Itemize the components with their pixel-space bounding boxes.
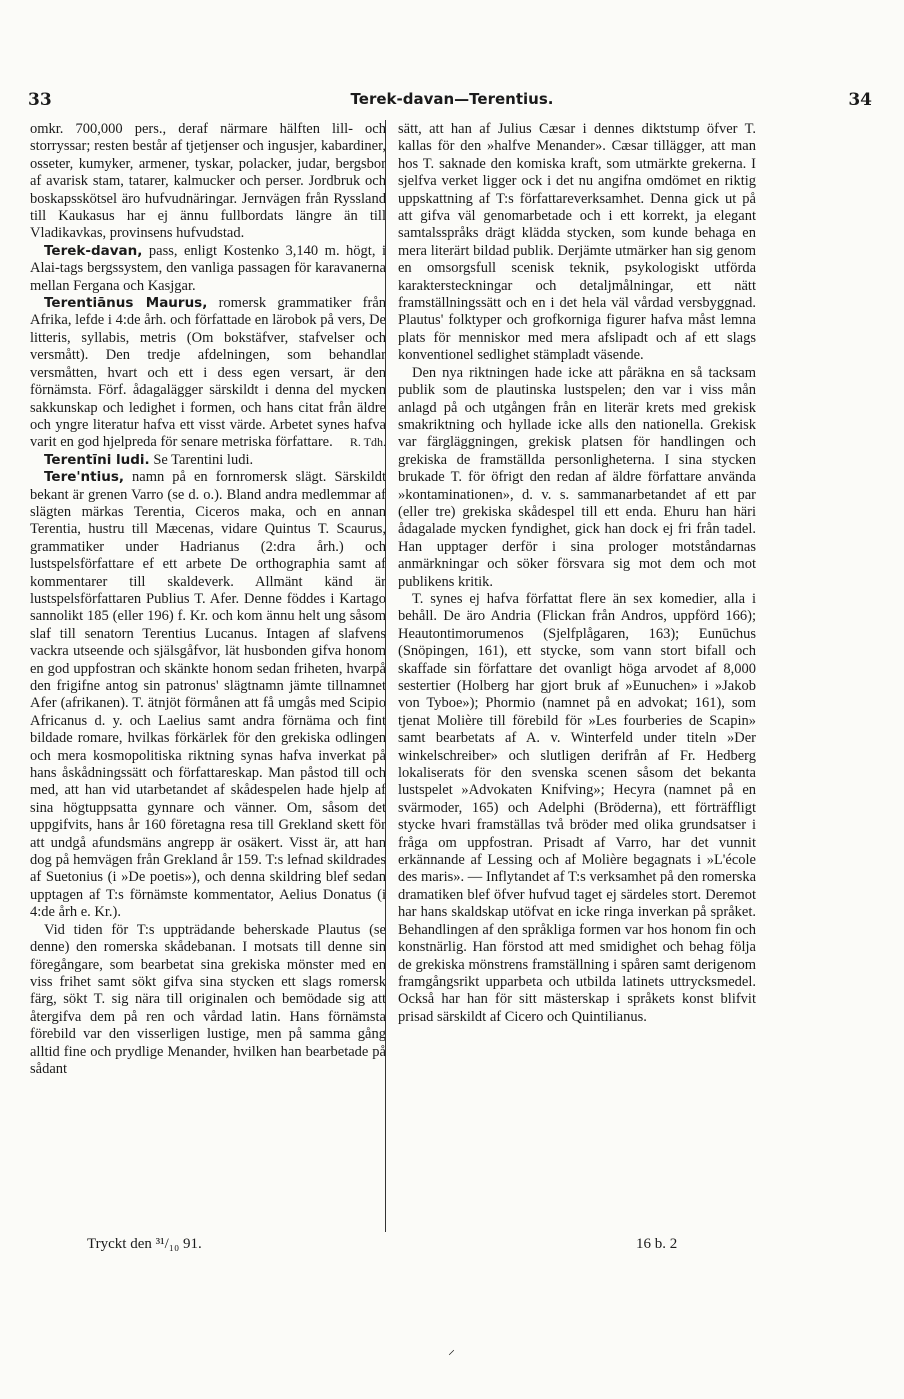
- author-signature: R. Tdh.: [349, 435, 386, 450]
- entry-terentius: [30, 469, 386, 922]
- entry-terek-davan: [30, 243, 386, 295]
- paragraph: T. synes ej hafva författat flere än sex komedier, alla i behåll. De äro Andria (Flickan från Andros, uppförd 166); Heautontimorumenos (Sjelfplågaren, 163); Eunūchus (Snöpingen, 161), ett stycke, som vann stort bifall och skaffade sin författare det ovanligt höga arvodet af 8,000 sestertier (Holberg har gjort bruk af »Eunuchen» i »Jakob von Tyboe»); Phormio (namnet på en advokat; 161), som tjenat Molière till förebild för »Les fourberies de Scapin» samt bearbetats af A. v. Winterfeld under titeln »Der winkelschreiber» och slutligen derifrån af Fr. Hedberg lokaliserats för den svenska scenen såsom det bekanta lustspelet »Advokaten Knifving»; Hecyra (namnet på en svärmoder, 165) och Adelphi (Bröderna), ett förträffligt stycke hvari framställas två bröder med olika grundsatser i fråga om uppfostran. Prisadt af Varro, har det vunnit erkännande af Lessing och af Molière begagnats i »L'école des maris». — Inflytandet af T:s verksamhet på den romerska dramatiken blef öfver hufvud taget ej särdeles stort. Deremot har hans skaldskap utöfvat en icke ringa inverkan på språket. Behandlingen af den språkliga formen var hos honom fin och konstnärlig. Han förstod att med smidighet och behag följa de grekiska mönstrens framställning i spåren samt derigenom framgångsrikt upparbeta och utbilda latinets uttrycksmedel. Också har han för sitt mästerskap i språkets konst blifvit prisad särskildt af Cicero och Quintilianus.: [398, 590, 756, 1025]
- page-number-left: 33: [28, 90, 52, 110]
- entry-text: romersk grammatiker från Afrika, lefde i 4:de årh. och författade en lärobok på vers, De litteris, syllabis, metris (Om bokstäfver, stafvelser och versmått). Den tredje afdelningen, som behandlar versmåtten, hvart och ett i dess egen versart, är den förnämsta. Förf. ådagalägger särskildt i denna del mycken sakkunskap och ledighet i formen, och hans citat från äldre och yngre literatur hafva ett visst värde. Arbetet synes hafva varit en god hjelpreda för senare metriska författare.: [30, 295, 387, 451]
- entry-text: namn på en fornromersk slägt. Särskildt bekant är grenen Varro (se d. o.). Bland andra medlemmar af slägten märkas Terentia, Ciceros maka, och en annan Terentia, hustru till Mæcenas, vidare Quintus T. Scaurus, grammatiker under Hadrianus (2:dra årh.) och lustspelsförfattare ef ett arbete De orthographia samt af kommentarer till skaldeverk. Allmänt känd är lustspelsförfattaren Publius T. Afer. Denne föddes i Kartago sannolikt 185 (eller 196) f. Kr. och kom ännu helt ung såsom slaf till senatorn Terentius Lucanus. Intagen af slafvens vackra utseende och själsgåfvor, lät husbonden gifva honom en god uppfostran och skänkte honom sedan friheten, hvarpå den frigifne antog sin patronus' slägtnamn jämte tillnamnet Afer (afrikanen). T. ätnjöt förmånen att få umgås med Scipio Africanus d. y. och Laelius samt andra förnäma och fint bildade romare, hvilkas förkärlek för den grekiska odlingen och mera kosmopolitiska riktning synas hafva inverkat på hans åskådningssätt och författareskap. Man påstod till och med, att han vid utarbetandet af skådespelen hade hjelp af sina högtuppsatta gynnare och vänner. Om, såsom det uppgifvits, hans år 160 företagna resa till Grekland skett för att undgå afundsmäns angrepp är osäkert. Visst är, att han dog på hemvägen från Grekland år 159. T:s lefnad skildrades af Suetonius (i »De poetis»), och denna skildring blef sedan upptagen af T:s förnämste kommentator, Aelius Donatus (i 4:de årh e. Kr.).: [30, 469, 386, 921]
- entry-headword: Terentīni ludi.: [44, 451, 150, 468]
- right-column: [398, 121, 756, 1026]
- entry-terentini-ludi: [30, 452, 386, 469]
- left-column: [30, 121, 386, 1078]
- entry-headword: Tere'ntius,: [44, 469, 124, 486]
- print-date: Tryckt den ³¹/₁₀ 91.: [87, 1236, 202, 1252]
- paragraph: omkr. 700,000 pers., deraf närmare hälften lill- och storryssar; resten består af tjetjenser och ingusjer, kabardiner, osseter, kumyker, armener, tyskar, polacker, judar, bergsbor af avarisk stam, tatarer, kalmucker och perser. Jordbruk och boskapsskötsel äro hufvudnäringar. Jernvägen från Ryssland till Kaukasus har ej ännu fullbordats längre än till Vladikavkas, provinsens hufvudstad.: [30, 121, 386, 242]
- entry-text: Se Tarentini ludi.: [149, 451, 254, 468]
- entry-headword: Terek-davan,: [44, 242, 143, 259]
- entry-text: pass, enligt Kostenko 3,140 m. högt, i Alai-tags bergssystem, den vanliga passagen för karavanerna mellan Fergana och Kasjgar.: [30, 242, 386, 294]
- entry-headword: Terentiānus Maurus,: [44, 295, 208, 312]
- page-title: Terek-davan—Terentius.: [350, 90, 554, 108]
- paragraph: Vid tiden för T:s uppträdande beherskade Plautus (se denne) den romerska skådebanan. I motsats till denne sin föregångare, som bearbetat sina grekiska mönster med en viss frihet samt sökt gifva sina stycken ett slags romersk färg, sökt T. sig nära till originalen och bemödade sig att återgifva dem på ren och vårdad latin. Hans förnämsta förebild var den visserligen lustige, men på samma gång alltid fine och prydlige Menander, hvilken han bearbetade på sådant: [30, 921, 386, 1077]
- page-number-right: 34: [848, 90, 872, 110]
- paragraph: Den nya riktningen hade icke att påräkna en så tacksam publik som de plautinska lustspelen; den var i viss mån anlagd på och utgången från en literär krets med grekisk smakriktning och hyllade icke alls den nationella. Grekisk var färgläggningen, grekisk platsen för handlingen och grekiska de framställda personligheterna. I sina stycken brukade T. för öfrigt den redan af äldre författare använda »kontaminationen», d. v. s. sammanarbetandet af ett par (eller tre) grekiska skådespel till ett enda. Ehuru han häri ådagalade mycken fyndighet, gick han dock ej fri från tadel. Han upptager derför i sina prologer motståndarnas anmärkningar och söker försvara sig mot dem och mot publikens kritik.: [398, 364, 756, 590]
- entry-terentianus: [30, 295, 386, 452]
- stray-mark: ⸝: [448, 1342, 455, 1358]
- paragraph: sätt, att han af Julius Cæsar i dennes diktstump öfver T. kallas för den »halfve Menander». Cæsar tillägger, att man hos T. saknade den komiska kraft, som utmärkte grekerna. I sjelfva verket ligger ock i det nu angifna omdömet en riktig uppskattning af T:s författareverksamhet. Denna gick ut på att gifva väl genomarbetade och i ett korrekt, ja elegant samtalsspråks drägt klädda stycken, som kunde behaga en mera literärt bildad publik. Derjämte utmärker han sig genom en omsorgsfull scenisk teknik, psykologiskt utförda karaktersteckningar och detaljmålningar, ett nätt framställningssätt och en i det hela väl vårdad versbyggnad. Plautus' folktyper och grofkorniga figurer hafva måst lemna plats för menniskor med mera afslipadt och af ett slags konventionel sedlighet stämpladt väsende.: [398, 121, 756, 364]
- signature-mark: 16 b. 2: [636, 1236, 678, 1252]
